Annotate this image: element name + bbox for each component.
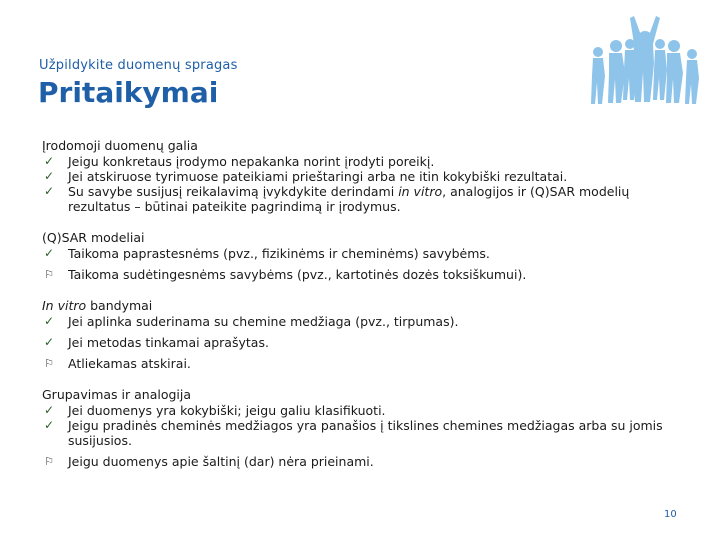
- runners-logo-icon: [582, 14, 710, 106]
- list-item-text: Jei atskiruose tyrimuose pateikiami prieštaringi arba ne itin kokybiški rezultatai.: [68, 169, 568, 184]
- section-heading: (Q)SAR modeliai: [42, 230, 145, 245]
- list-item-text: Jei duomenys yra kokybiški; jeigu galiu klasifikuoti.: [68, 403, 386, 418]
- section-qsar: [42, 230, 682, 282]
- section-heading: Įrodomoji duomenų galia: [42, 138, 198, 153]
- section-heading: Grupavimas ir analogija: [42, 387, 192, 402]
- list-item: [42, 169, 682, 184]
- section-heading: [42, 298, 682, 313]
- list-item-text: Jeigu konkretaus įrodymo nepakanka norint įrodyti poreikį.: [68, 154, 435, 169]
- list-item-text: [68, 184, 629, 214]
- flag-icon: ⚐: [44, 357, 54, 370]
- list-item: [42, 418, 682, 448]
- slide-subtitle: Užpildykite duomenų spragas: [39, 58, 238, 73]
- list-item-text: Jei metodas tinkamai aprašytas.: [68, 335, 269, 350]
- check-icon: ✓: [43, 335, 55, 349]
- list-item: [42, 403, 682, 418]
- section-grouping: [42, 387, 682, 469]
- heading-rest: bandymai: [86, 298, 153, 313]
- list-item: [42, 314, 682, 329]
- list-item-text: Jeigu duomenys apie šaltinį (dar) nėra prieinami.: [68, 454, 374, 469]
- slide-title: Pritaikymai: [38, 76, 219, 109]
- text-part: , analogijos ir (Q)SAR modelių rezultatus – būtinai pateikite pagrindimą ir įrodymus.: [68, 184, 630, 214]
- list-item-text: Taikoma paprastesnėms (pvz., fizikinėms ir cheminėms) savybėms.: [68, 246, 490, 261]
- list-item: [42, 267, 682, 282]
- list-item-text: Jei aplinka suderinama su chemine medžiaga (pvz., tirpumas).: [68, 314, 459, 329]
- italic-term: In vitro: [42, 298, 87, 313]
- check-icon: ✓: [43, 246, 55, 260]
- section-in-vitro: [42, 298, 682, 371]
- text-part: Su savybe susijusį reikalavimą įvykdykite derindami: [68, 184, 399, 199]
- list-item: [42, 356, 682, 371]
- page-number: 10: [664, 509, 677, 520]
- flag-icon: ⚐: [44, 455, 54, 468]
- section-evidence-weight: [42, 138, 682, 214]
- content-body: [42, 138, 682, 485]
- list-item: [42, 335, 682, 350]
- check-icon: ✓: [43, 169, 55, 183]
- check-icon: ✓: [43, 314, 55, 328]
- list-item: [42, 154, 682, 169]
- list-item: [42, 246, 682, 261]
- list-item-text: Jeigu pradinės cheminės medžiagos yra panašios į tikslines chemines medžiagas arba su jomis susijusios.: [68, 418, 663, 448]
- check-icon: ✓: [43, 418, 55, 432]
- list-item-text: Atliekamas atskirai.: [68, 356, 191, 371]
- list-item-text: Taikoma sudėtingesnėms savybėms (pvz., kartotinės dozės toksiškumui).: [68, 267, 527, 282]
- list-item: [42, 454, 682, 469]
- check-icon: ✓: [43, 403, 55, 417]
- check-icon: ✓: [43, 184, 55, 198]
- italic-term: in vitro: [398, 184, 443, 199]
- flag-icon: ⚐: [44, 268, 54, 281]
- list-item: [42, 184, 682, 214]
- check-icon: ✓: [43, 154, 55, 168]
